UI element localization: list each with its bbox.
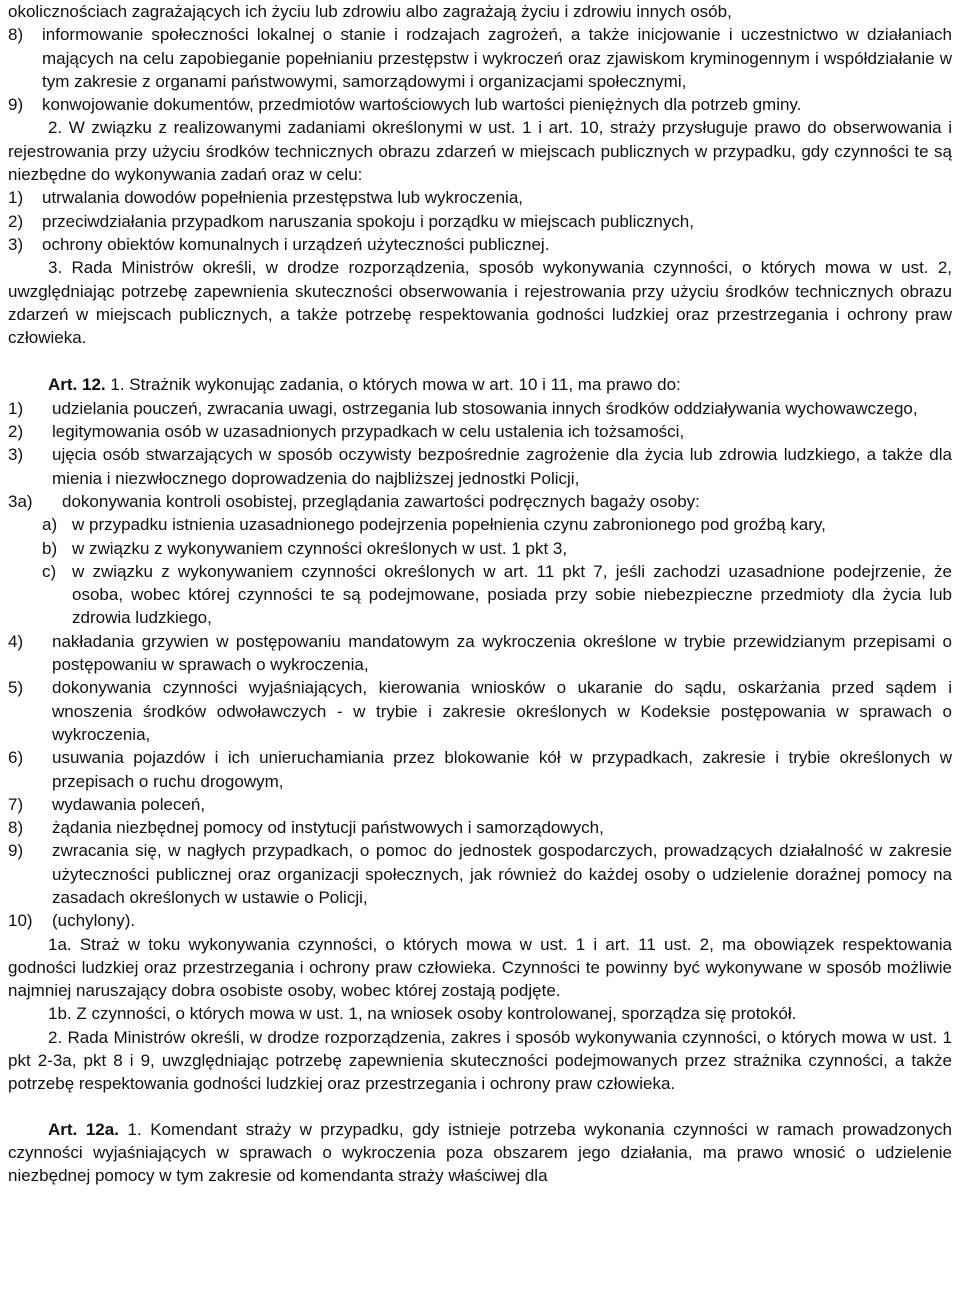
paragraph: 1b. Z czynności, o których mowa w ust. 1, na wniosek osoby kontrolowanej, sporządza się protokół. — [48, 1004, 797, 1024]
list-item — [8, 630, 952, 677]
list-item — [8, 443, 952, 490]
item-number: 4) — [8, 631, 24, 651]
paragraph: 1a. Straż w toku wykonywania czynności, o których mowa w ust. 1 i art. 11 ust. 2, ma obowiązek respektowania godności ludzkiej oraz przestrzegania i ochrony praw człowieka. Czynności te powinny być wykonywane w sposób możliwie najmniej naruszający dobra osobiste osoby, wobec której zostają podjęte. — [8, 934, 952, 1001]
item-text: nakładania grzywien w postępowaniu mandatowym za wykroczenia określone w trybie przewidzianym przepisami o postępowaniu w sprawach o wykroczenia, — [52, 631, 952, 675]
item-number: 8) — [8, 25, 24, 45]
sub-list-item — [8, 513, 952, 536]
item-number: 2) — [8, 211, 24, 231]
paragraph: 2. W związku z realizowanymi zadaniami określonymi w ust. 1 i art. 10, straży przysługuje prawo do obserwowania i rejestrowania przy użyciu środków technicznych obrazu zdarzeń w miejscach publicznych w przypadku, gdy czynności te są niezbędne do wykonywania zadań oraz w celu: — [8, 118, 952, 185]
item-number: 3) — [8, 445, 24, 465]
sub-list-item — [8, 537, 952, 560]
list-item — [8, 397, 952, 420]
article-heading: Art. 12. — [48, 375, 106, 395]
item-number: 6) — [8, 748, 24, 768]
list-item — [8, 23, 952, 93]
item-text: ochrony obiektów komunalnych i urządzeń użyteczności publicznej. — [42, 234, 550, 254]
sub-list-item — [8, 560, 952, 630]
list-item — [8, 490, 952, 513]
sub-item-text: w związku z wykonywaniem czynności określonych w art. 11 pkt 7, jeśli zachodzi uzasadnione podejrzenie, że osoba, wobec której czynności te są podejmowane, posiada przy sobie niebezpieczne przedmioty dla życia lub zdrowia ludzkiego, — [72, 561, 952, 628]
item-number: 2) — [8, 422, 24, 442]
list-item — [8, 210, 952, 233]
item-text: żądania niezbędnej pomocy od instytucji państwowych i samorządowych, — [52, 818, 604, 838]
item-text: ujęcia osób stwarzających w sposób oczywisty bezpośrednie zagrożenie dla życia lub zdrowia ludzkiego, a także dla mienia i niezwłocznego doprowadzenia do najbliższej jednostki Policji, — [52, 445, 952, 488]
paragraph: 2. Rada Ministrów określi, w drodze rozporządzenia, zakres i sposób wykonywania czynności, o których mowa w ust. 1 pkt 2-3a, pkt 8 i 9, uwzględniając potrzebę zapewnienia skuteczności podejmowanych przez strażnika czynności, a także potrzebę respektowania godności ludzkiej oraz przestrzegania i ochrony praw człowieka. — [8, 1027, 952, 1094]
item-text: utrwalania dowodów popełnienia przestępstwa lub wykroczenia, — [42, 188, 523, 208]
item-number: 9) — [8, 841, 24, 861]
article-text: 1. Komendant straży w przypadku, gdy istnieje potrzeba wykonania czynności w ramach prowadzonych czynności wyjaśniających w sprawach o wykroczenia poza obszarem jego działania, ma prawo wnosić o udzielenie niezbędnej pomocy w tym zakresie od komendanta straży właściwej dla — [8, 1119, 952, 1186]
item-number: 5) — [8, 678, 24, 698]
item-number: 1) — [8, 398, 24, 418]
paragraph-continuation: okolicznościach zagrażających ich życiu lub zdrowiu albo zagrażają życiu i zdrowiu innych osób, — [8, 2, 732, 21]
article-intro-text: 1. Strażnik wykonując zadania, o których mowa w art. 10 i 11, ma prawo do: — [110, 375, 681, 395]
list-item — [8, 676, 952, 746]
item-text: usuwania pojazdów i ich unieruchamiania przez blokowanie kół w przypadkach, zakresie i trybie określonych w przepisach o ruchu drogowym, — [52, 748, 952, 791]
item-text: informowanie społeczności lokalnej o stanie i rodzajach zagrożeń, a także inicjowanie i uczestnictwo w działaniach mających na celu zapobieganie popełnianiu przestępstw i wykroczeń oraz zjawiskom kryminogennym i współdziałanie w tym zakresie z organami państwowymi, samorządowymi i organizacjami społecznymi, — [42, 25, 952, 91]
sub-item-letter: c) — [42, 561, 57, 581]
list-item — [8, 839, 952, 909]
list-item — [8, 420, 952, 443]
item-number: 1) — [8, 188, 24, 208]
item-number: 7) — [8, 794, 24, 814]
item-number: 9) — [8, 95, 24, 115]
item-text: przeciwdziałania przypadkom naruszania spokoju i porządku w miejscach publicznych, — [42, 211, 694, 231]
item-text: konwojowanie dokumentów, przedmiotów wartościowych lub wartości pieniężnych dla potrzeb gminy. — [42, 95, 802, 115]
list-item — [8, 793, 952, 816]
item-number: 3) — [8, 234, 24, 254]
sub-item-letter: a) — [42, 515, 58, 535]
item-number: 10) — [8, 911, 33, 931]
list-item — [8, 233, 952, 256]
paragraph: 3. Rada Ministrów określi, w drodze rozporządzenia, sposób wykonywania czynności, o których mowa w ust. 2, uwzględniając potrzebę zapewnienia skuteczności obserwowania i rejestrowania przy użyciu środków technicznych obrazu zdarzeń w miejscach publicznych, a także potrzebę respektowania godności ludzkiej oraz przestrzegania i ochrony praw człowieka. — [8, 258, 952, 348]
item-text: zwracania się, w nagłych przypadkach, o pomoc do jednostek gospodarczych, prowadzących działalność w zakresie użyteczności publicznej oraz organizacji społecznych, jak również do każdej osoby o udzielenie doraźnej pomocy na zasadach określonych w ustawie o Policji, — [52, 841, 952, 907]
item-text: dokonywania czynności wyjaśniających, kierowania wniosków o ukaranie do sądu, oskarżania przed sądem i wnoszenia środków odwoławczych - w trybie i zakresie określonych w Kodeksie postępowania w sprawach o wykroczenia, — [52, 678, 952, 744]
article-intro — [8, 373, 952, 396]
item-number: 3a) — [8, 491, 33, 511]
sub-item-text: w związku z wykonywaniem czynności określonych w ust. 1 pkt 3, — [72, 538, 568, 558]
article-heading: Art. 12a. — [48, 1119, 119, 1139]
sub-item-letter: b) — [42, 538, 58, 558]
item-text: legitymowania osób w uzasadnionych przypadkach w celu ustalenia ich tożsamości, — [52, 422, 685, 442]
list-item — [8, 746, 952, 793]
item-number: 8) — [8, 818, 24, 838]
sub-item-text: w przypadku istnienia uzasadnionego podejrzenia popełnienia czynu zabronionego pod groźbą kary, — [72, 515, 826, 535]
article-intro — [8, 1118, 952, 1188]
list-item — [8, 909, 952, 932]
item-text: wydawania poleceń, — [52, 794, 206, 814]
item-text: dokonywania kontroli osobistej, przeglądania zawartości podręcznych bagaży osoby: — [62, 491, 700, 511]
item-text: udzielania pouczeń, zwracania uwagi, ostrzegania lub stosowania innych środków oddziaływania wychowawczego, — [52, 398, 918, 418]
list-item — [8, 186, 952, 209]
list-item — [8, 816, 952, 839]
item-text: (uchylony). — [52, 911, 136, 931]
list-item — [8, 93, 952, 116]
